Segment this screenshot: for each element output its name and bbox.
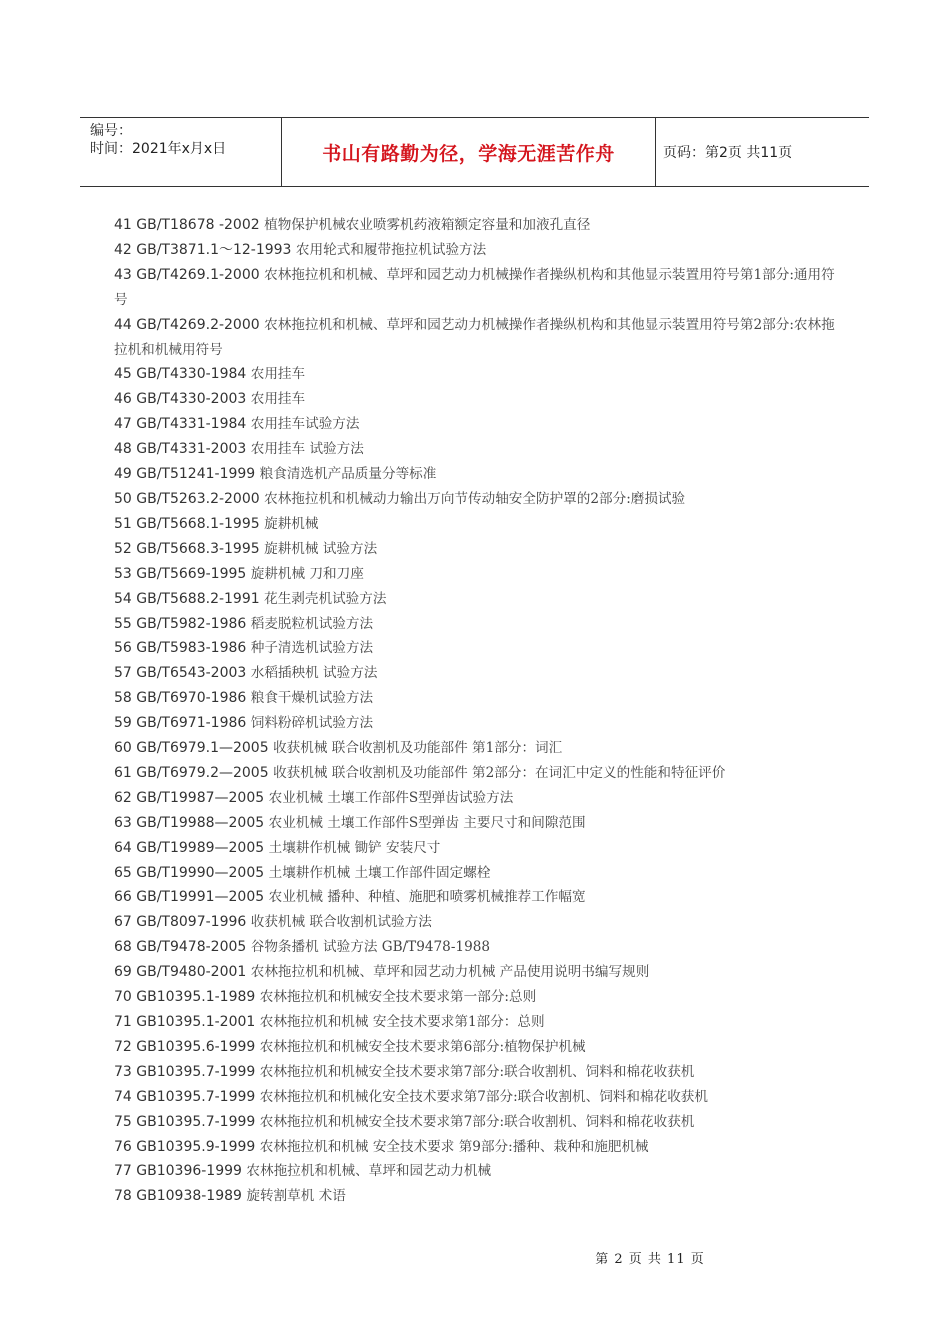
standard-code: 73 GB10395.7-1999 [114,1063,256,1080]
standard-entry [114,562,840,587]
standard-code: 45 GB/T4330-1984 [114,366,247,383]
standard-entry [114,487,840,512]
standard-code: 64 GB/T19989—2005 [114,839,269,856]
standard-title: 旋耕机械 [264,515,319,532]
standard-code: 68 GB/T9478-2005 [114,939,247,956]
header-page-info: 页码：第2页 共11页 [663,145,793,161]
standard-code: 59 GB/T6971-1986 [114,715,247,732]
standard-entry [114,412,840,437]
standard-entry [114,437,840,462]
standard-title: 农用挂车 [250,366,306,383]
standard-code: 74 GB10395.7-1999 [114,1088,256,1105]
standard-title: 收获机械 联合收割机及功能部件 第2部分：在词汇中定义的性能和特征评价 [273,764,726,781]
standard-title: 农用轮式和履带拖拉机试验方法 [295,241,487,258]
standard-title: 农林拖拉机和机械、草坪和园艺动力机械 [246,1163,492,1180]
standard-entry [114,761,840,786]
standard-entry [114,213,840,238]
standard-entry [114,537,840,562]
standard-entry [114,661,840,686]
standard-title: 农业机械 土壤工作部件S型弹齿试验方法 [268,789,514,806]
standard-entry [114,313,840,363]
standard-entry [114,736,840,761]
document-number-label: 编号： [90,123,132,139]
standard-entry [114,1110,840,1135]
standard-entry [114,263,840,313]
standard-title: 种子清选机试验方法 [250,640,374,657]
standard-code: 42 GB/T3871.1～12-1993 [114,241,292,258]
standard-code: 51 GB/T5668.1-1995 [114,515,260,532]
standard-title: 农业机械 播种、种植、施肥和喷雾机械推荐工作幅宽 [268,889,586,906]
standard-code: 70 GB10395.1-1989 [114,989,256,1006]
standard-entry [114,885,840,910]
document-date: 时间：2021年x月x日 [90,141,227,157]
standard-title: 粮食干燥机试验方法 [250,690,374,707]
standard-code: 49 GB/T51241-1999 [114,466,256,483]
header-motto-cell [281,118,656,186]
standard-title: 粮食清选机产品质量分等标准 [259,466,437,483]
standard-code: 78 GB10938-1989 [114,1188,242,1205]
standard-code: 58 GB/T6970-1986 [114,690,247,707]
standard-entry [114,1060,840,1085]
standard-code: 55 GB/T5982-1986 [114,615,247,632]
standard-entry [114,811,840,836]
standard-entry [114,1135,840,1160]
standard-entry [114,587,840,612]
standard-code: 57 GB/T6543-2003 [114,665,247,682]
standard-code: 61 GB/T6979.2—2005 [114,764,274,781]
standard-code: 56 GB/T5983-1986 [114,640,247,657]
standard-title: 饲料粉碎机试验方法 [250,715,374,732]
standard-entry [114,1159,840,1184]
standard-title: 农林拖拉机和机械安全技术要求第7部分:联合收割机、饲料和棉花收获机 [259,1113,695,1130]
standard-code: 72 GB10395.6-1999 [114,1038,256,1055]
standard-entry [114,636,840,661]
footer-page-number: 第 2 页 共 11 页 [595,1252,705,1267]
standard-title: 收获机械 联合收割机及功能部件 第1部分：词汇 [273,740,563,757]
standard-entry [114,387,840,412]
standard-code: 46 GB/T4330-2003 [114,391,247,408]
standard-code: 43 GB/T4269.1-2000 [114,266,260,283]
standard-code: 47 GB/T4331-1984 [114,416,247,433]
standard-entry [114,1184,840,1209]
standard-code: 50 GB/T5263.2-2000 [114,490,260,507]
standard-code: 75 GB10395.7-1999 [114,1113,256,1130]
standard-code: 66 GB/T19991—2005 [114,889,269,906]
standard-code: 54 GB/T5688.2-1991 [114,590,260,607]
standard-title: 旋转割草机 术语 [246,1188,346,1205]
standard-code: 60 GB/T6979.1—2005 [114,740,269,757]
standards-list [114,213,840,1209]
standard-title: 农林拖拉机和机械安全技术要求第7部分:联合收割机、饲料和棉花收获机 [259,1063,695,1080]
standard-title: 农林拖拉机和机械 安全技术要求 第9部分:播种、栽种和施肥机械 [259,1138,649,1155]
standard-entry [114,910,840,935]
standard-code: 44 GB/T4269.2-2000 [114,316,260,333]
standard-title: 水稻插秧机 试验方法 [250,665,378,682]
standard-entry [114,935,840,960]
standard-title: 农林拖拉机和机械、草坪和园艺动力机械操作者操纵机构和其他显示装置用符号第1部分:通用符号 [114,266,835,308]
standard-title: 旋耕机械 试验方法 [264,540,378,557]
standard-entry [114,1010,840,1035]
standard-title: 农林拖拉机和机械、草坪和园艺动力机械操作者操纵机构和其他显示装置用符号第2部分:农林拖拉机和机械用符号 [114,316,835,358]
standard-title: 谷物条播机 试验方法 GB/T9478-1988 [250,939,491,956]
standard-entry [114,711,840,736]
standard-title: 稻麦脱粒机试验方法 [250,615,374,632]
standard-title: 农林拖拉机和机械 安全技术要求第1部分：总则 [259,1014,545,1030]
standard-entry [114,612,840,637]
standard-title: 花生剥壳机试验方法 [264,590,387,607]
standard-title: 农林拖拉机和机械、草坪和园艺动力机械 产品使用说明书编写规则 [250,964,650,981]
standard-code: 63 GB/T19988—2005 [114,814,269,831]
standard-entry [114,686,840,711]
standard-entry [114,1035,840,1060]
header-meta [80,118,280,186]
standard-title: 农林拖拉机和机械化安全技术要求第7部分:联合收割机、饲料和棉花收获机 [259,1088,708,1105]
standard-title: 农林拖拉机和机械动力输出万向节传动轴安全防护罩的2部分:磨损试验 [264,490,686,507]
header-page-cell [655,118,869,186]
standard-code: 52 GB/T5668.3-1995 [114,540,260,557]
standard-entry [114,512,840,537]
standard-entry [114,861,840,886]
standard-title: 土壤耕作机械 土壤工作部件固定螺栓 [268,864,491,881]
standard-entry [114,836,840,861]
standard-code: 77 GB10396-1999 [114,1163,242,1180]
standard-entry [114,786,840,811]
standard-code: 76 GB10395.9-1999 [114,1138,256,1155]
standard-entry [114,1085,840,1110]
standard-code: 67 GB/T8097-1996 [114,914,247,931]
standard-entry [114,238,840,263]
header-motto: 书山有路勤为径，学海无涯苦作舟 [322,142,615,165]
standard-entry [114,960,840,985]
standard-code: 71 GB10395.1-2001 [114,1014,256,1030]
standard-title: 植物保护机械农业喷雾机药液箱额定容量和加液孔直径 [264,217,591,233]
standard-code: 69 GB/T9480-2001 [114,964,247,981]
standard-title: 旋耕机械 刀和刀座 [250,565,364,582]
standard-entry [114,985,840,1010]
standard-title: 农用挂车试验方法 [250,416,360,433]
standard-code: 53 GB/T5669-1995 [114,565,247,582]
standard-code: 62 GB/T19987—2005 [114,789,269,806]
standard-code: 48 GB/T4331-2003 [114,441,247,458]
standard-title: 农用挂车 试验方法 [250,441,364,458]
standard-code: 65 GB/T19990—2005 [114,864,269,881]
standard-title: 农林拖拉机和机械安全技术要求第一部分:总则 [259,989,537,1006]
standard-title: 农业机械 土壤工作部件S型弹齿 主要尺寸和间隙范围 [268,814,586,831]
standard-title: 农用挂车 [250,391,306,408]
page-header [80,117,869,187]
standard-code: 41 GB/T18678 -2002 [114,217,260,233]
standard-entry [114,462,840,487]
standard-entry [114,362,840,387]
standard-title: 土壤耕作机械 锄铲 安装尺寸 [268,839,441,856]
standard-title: 收获机械 联合收割机试验方法 [250,914,432,931]
page-footer [0,1248,950,1267]
standard-title: 农林拖拉机和机械安全技术要求第6部分:植物保护机械 [259,1038,586,1055]
